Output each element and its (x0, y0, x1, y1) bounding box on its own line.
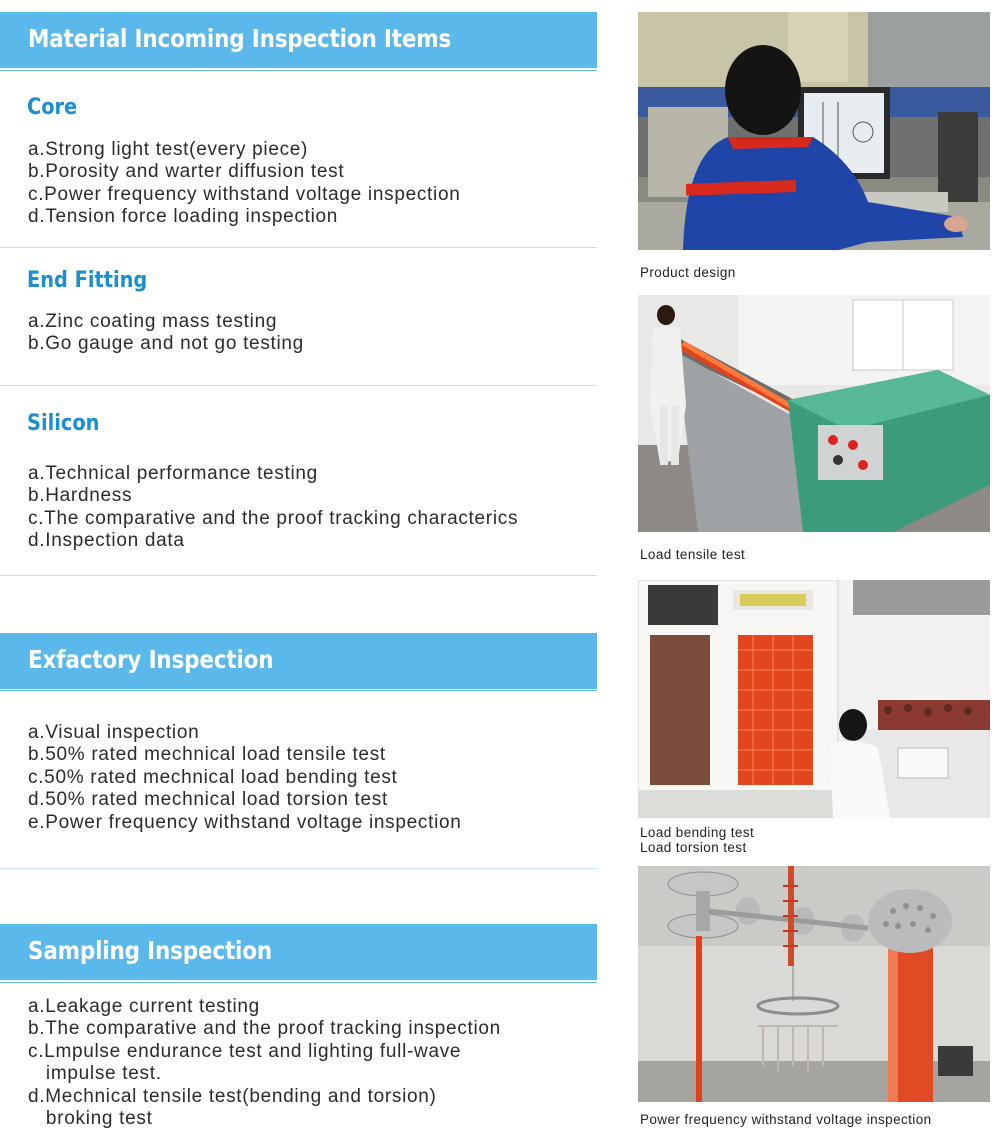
photo-caption: Product design (640, 265, 736, 280)
product-design-photo (638, 12, 990, 250)
list-item: d.50% rated mechnical load torsion test (28, 789, 388, 811)
section-divider (0, 385, 597, 386)
list-item: e.Power frequency withstand voltage inspection (28, 811, 462, 833)
list-item: a.Zinc coating mass testing (28, 311, 278, 332)
list-item: c.Power frequency withstand voltage inspection (28, 183, 461, 205)
list-item: d.Tension force loading inspection (28, 206, 339, 228)
photo-caption: Load bending test (640, 825, 755, 840)
material-inspection-banner (0, 12, 597, 68)
sampling-list (28, 996, 501, 1130)
photo-caption: Power frequency withstand voltage inspection (640, 1112, 932, 1127)
list-item: b.50% rated mechnical load tensile test (28, 744, 386, 766)
banner-underline (0, 70, 597, 71)
photo-caption: Load torsion test (640, 840, 747, 855)
exfactory-inspection-title: Exfactory Inspection (28, 645, 274, 674)
exfactory-inspection-banner (0, 633, 597, 689)
list-item: impulse test. (28, 1063, 162, 1085)
sampling-inspection-banner (0, 924, 597, 980)
section-divider (0, 247, 597, 248)
end-fitting-heading: End Fitting (27, 268, 148, 293)
load-bending-torsion-test-photo (638, 580, 990, 818)
list-item: b.Porosity and warter diffusion test (28, 161, 345, 183)
list-item: c.The comparative and the proof tracking characterics (28, 507, 519, 529)
list-item: broking test (28, 1108, 153, 1130)
banner-underline (0, 690, 597, 691)
list-item: c.50% rated mechnical load bending test (28, 766, 398, 788)
core-list (28, 139, 460, 229)
sampling-inspection-title: Sampling Inspection (28, 936, 272, 965)
banner-underline (0, 982, 597, 983)
core-heading: Core (27, 95, 78, 120)
power-frequency-test-photo (638, 866, 990, 1102)
list-item: b.The comparative and the proof tracking inspection (28, 1018, 501, 1040)
list-item: a.Visual inspection (28, 722, 200, 743)
list-item: d.Mechnical tensile test(bending and torsion) (28, 1085, 437, 1107)
list-item: a.Strong light test(every piece) (28, 139, 309, 160)
list-item: c.Lmpulse endurance test and lighting full-wave (28, 1040, 462, 1062)
list-item: a.Leakage current testing (28, 996, 260, 1017)
list-item: a.Technical performance testing (28, 463, 318, 484)
silicon-heading: Silicon (27, 411, 100, 436)
end-fitting-list (28, 311, 304, 356)
list-item: d.Inspection data (28, 530, 185, 552)
load-tensile-test-photo (638, 295, 990, 532)
exfactory-list (28, 722, 462, 834)
material-inspection-title: Material Incoming Inspection Items (28, 24, 452, 53)
list-item: b.Go gauge and not go testing (28, 333, 304, 355)
silicon-list (28, 463, 518, 553)
section-divider (0, 868, 597, 869)
section-divider (0, 575, 597, 576)
photo-caption: Load tensile test (640, 547, 746, 562)
list-item: b.Hardness (28, 485, 133, 507)
